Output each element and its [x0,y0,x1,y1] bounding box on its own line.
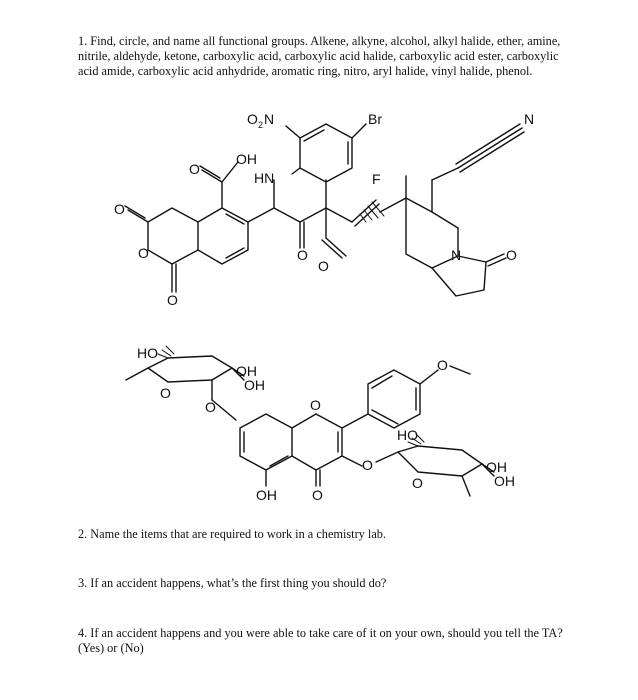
pyran-o-label: O [310,397,321,413]
aldehyde-o-label: O [318,258,329,274]
sugar2-oh-a-label: OH [486,459,507,475]
lactam-n-label: N [451,247,462,263]
sugar2-oh-b-label: OH [494,473,515,489]
sugar1-oh-b-label: OH [244,377,265,393]
sugar1-ho-label: HO [137,345,158,361]
ketone-o-label: O [297,247,308,263]
question-4: 4. If an accident happens and you were able to take care of it on your own, should you tell the TA? (Yes) or (No) [78,626,563,655]
phenol-oh-label: OH [256,487,277,503]
lactam-o-label: O [506,247,517,263]
o2n-label-n: N [264,111,275,127]
nitrile-n-label: N [524,111,535,127]
structure-2 [126,345,515,503]
anhydride-o-top-label: O [114,201,125,217]
sugar2-ring-o-label: O [412,475,423,491]
hn-label: HN [254,170,275,186]
structure-1 [114,111,534,308]
anhydride-o-ring-label: O [138,245,149,261]
methoxy-o-label: O [437,357,448,373]
question-2: 2. Name the items that are required to work in a chemistry lab. [78,527,387,541]
f-label: F [372,171,381,187]
sugar1-link-o-label: O [205,399,216,415]
sugar2-ho-label: HO [397,427,418,443]
sugar1-ring-o-label: O [160,385,171,401]
o2n-label-sub: 2 [258,120,264,130]
sugar1-oh-a-label: OH [236,363,257,379]
question-1: 1. Find, circle, and name all functional groups. Alkene, alkyne, alcohol, alkyl halide, ether, amine, nitrile, aldehyde, ketone, carboxylic acid, carboxylic acid halide, carboxylic acid ester, carboxylic acid amide, carboxylic acid anhydride, aromatic ring, nitro, aryl halide, vinyl halide, phenol. [78,34,561,78]
br-label: Br [368,111,382,127]
anhydride-o-bottom-label: O [167,292,178,308]
oh-label: OH [236,151,257,167]
o2n-label-o: O [247,111,258,127]
chromone-ketone-o-label: O [312,487,323,503]
question-3: 3. If an accident happens, what’s the first thing you should do? [78,576,387,590]
sugar2-link-o-label: O [362,457,373,473]
cooh-o-label: O [189,161,200,177]
